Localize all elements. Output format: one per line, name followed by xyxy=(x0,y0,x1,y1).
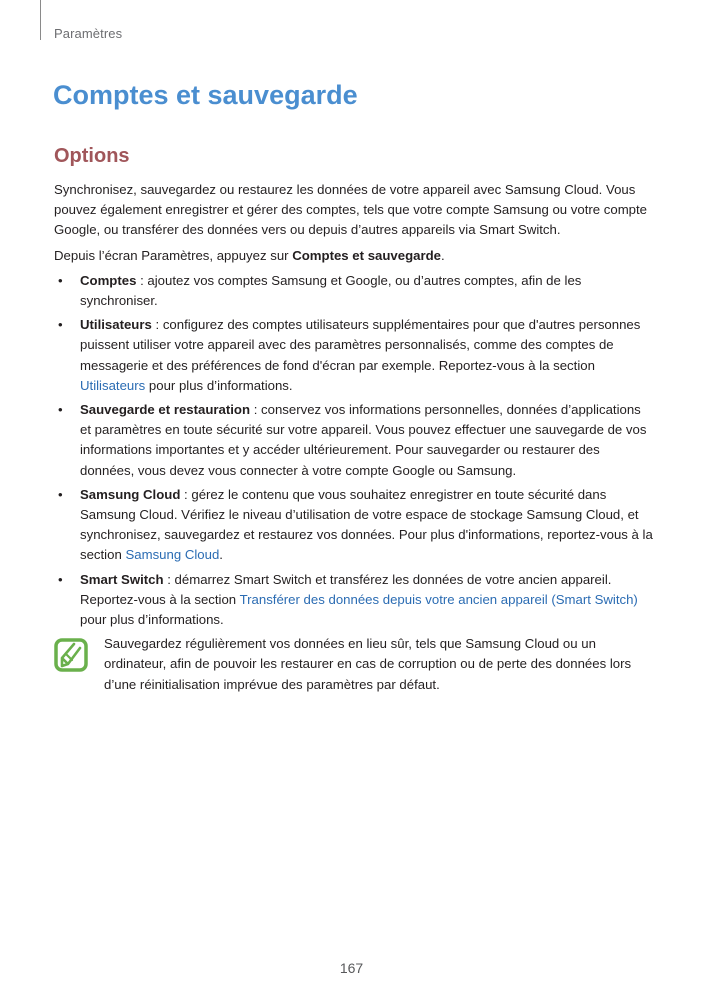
instruction-suffix: . xyxy=(441,247,445,263)
breadcrumb: Paramètres xyxy=(54,26,123,41)
page-title: Comptes et sauvegarde xyxy=(53,80,358,110)
bullet-icon: • xyxy=(58,486,63,502)
list-item-samsung-cloud xyxy=(54,485,654,566)
list-item-text: : gérez le contenu que vous souhaitez enregistrer en toute sécurité dans Samsung Cloud. Vérifiez le niveau d’utilisation de votre espace de stockage Samsung Cloud, et synchronisez, sauvegardez et restaurez vos données. Pour plus d'informations, reportez-vous à la section xyxy=(80,486,653,563)
list-item-term: Smart Switch xyxy=(80,571,164,587)
page-number: 167 xyxy=(339,960,364,976)
list-item-term: Samsung Cloud xyxy=(80,486,181,502)
intro-paragraph: Synchronisez, sauvegardez ou restaurez les données de votre appareil avec Samsung Cloud. Vous pouvez également enregistrer et gérer des comptes, tels que votre compte Samsung ou votre compte Google, ou transférer des données vers ou depuis d’autres appareils via Smart Switch. xyxy=(54,182,648,238)
list-item-comptes xyxy=(54,271,654,311)
list-item-text: : conservez vos informations personnelles, données d’applications et paramètres en toute sécurité sur votre appareil. Vous pouvez effectuer une sauvegarde de vos informations importantes et y accéder ultérieurement. Pour sauvegarder ou restaurer des données, vous devez vous connecter à votre compte Google ou Samsung. xyxy=(80,402,647,478)
bullet-icon: • xyxy=(58,402,63,418)
list-item-text: : configurez des comptes utilisateurs supplémentaires pour que d'autres personnes puissent utiliser votre appareil avec des paramètres personnalisés, comme des comptes de messagerie et des préférences de fond d'écran par exemple. Reportez-vous à la section xyxy=(80,317,641,373)
note-pencil-icon xyxy=(54,638,88,672)
list-item-text-after: . xyxy=(219,547,223,563)
bullet-icon: • xyxy=(58,571,63,587)
list-item-text: : démarrez Smart Switch et transférez les données de votre ancien appareil. Reportez-vous à la section xyxy=(80,571,612,607)
options-list xyxy=(54,271,654,630)
bullet-icon: • xyxy=(58,272,63,288)
list-item-term: Utilisateurs xyxy=(80,317,152,333)
header-rule xyxy=(40,0,41,40)
note-box xyxy=(54,634,654,695)
content-body xyxy=(54,180,654,695)
list-item-term: Sauvegarde et restauration xyxy=(80,402,251,418)
list-item-smart-switch xyxy=(54,570,654,631)
list-item-sauvegarde-restauration xyxy=(54,400,654,481)
link-samsung-cloud[interactable]: Samsung Cloud xyxy=(125,547,220,563)
list-item-text: : ajoutez vos comptes Samsung et Google, ou d’autres comptes, afin de les synchroniser. xyxy=(80,272,582,309)
list-item-text-after: pour plus d’informations. xyxy=(80,612,224,628)
note-text: Sauvegardez régulièrement vos données en lieu sûr, tels que Samsung Cloud ou un ordinateur, afin de pouvoir les restaurer en cas de corruption ou de perte des données lors d’une réinitialisation imprévue des paramètres par défaut. xyxy=(104,636,632,692)
list-item-text-after: pour plus d’informations. xyxy=(145,377,293,393)
link-smart-switch[interactable]: Transférer des données depuis votre ancien appareil (Smart Switch) xyxy=(239,591,638,607)
section-title: Options xyxy=(54,145,130,167)
bullet-icon: • xyxy=(58,317,63,333)
instruction-menu-path: Comptes et sauvegarde xyxy=(292,247,441,263)
instruction-paragraph xyxy=(54,246,654,266)
list-item-utilisateurs xyxy=(54,315,654,396)
list-item-term: Comptes xyxy=(80,272,137,288)
link-utilisateurs[interactable]: Utilisateurs xyxy=(80,377,146,393)
instruction-prefix: Depuis l’écran Paramètres, appuyez sur xyxy=(54,247,293,263)
